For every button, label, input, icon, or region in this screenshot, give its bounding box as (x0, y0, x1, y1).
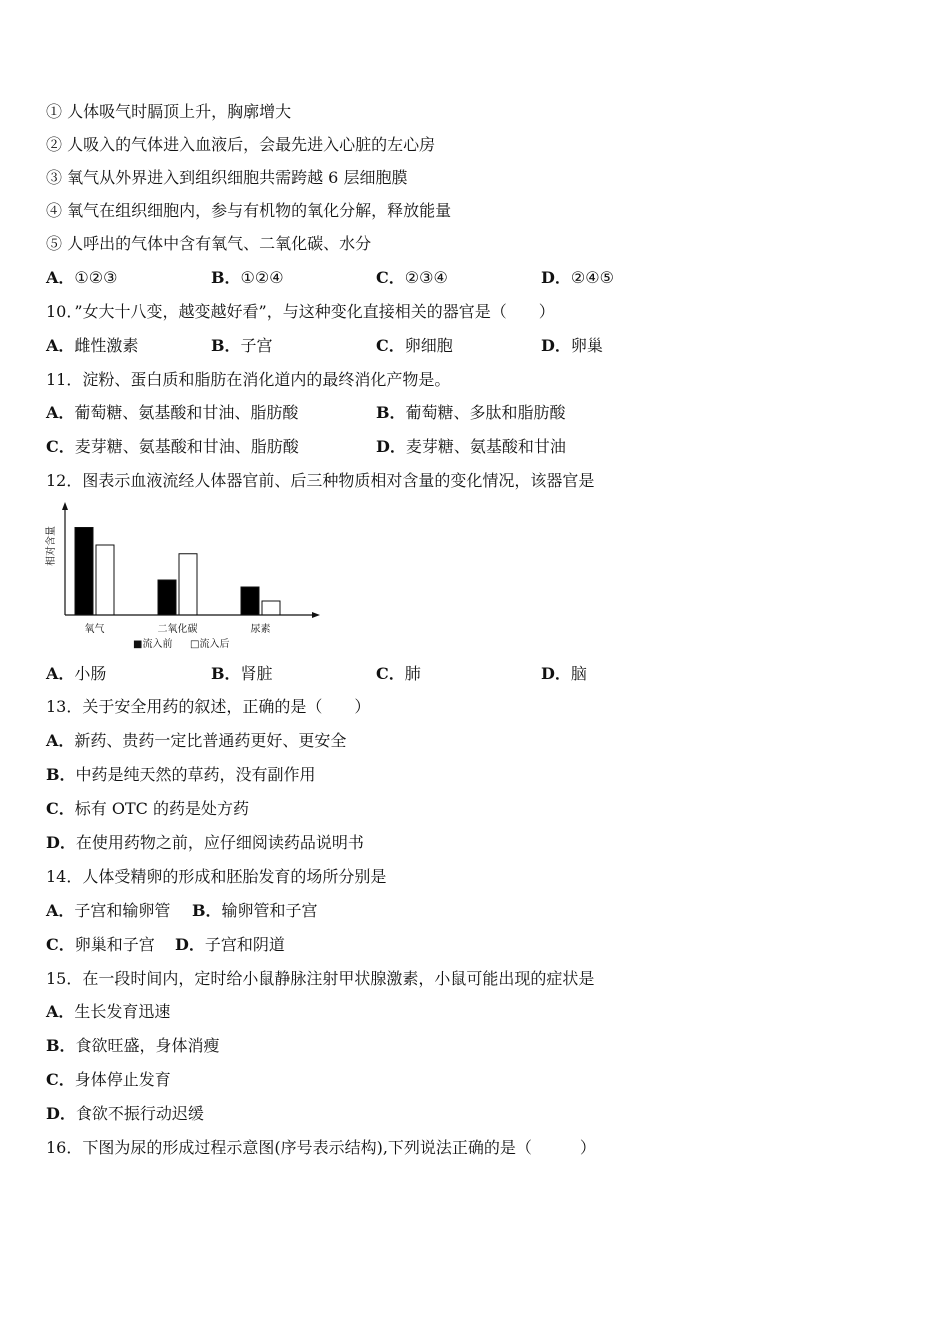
q13-option-a: A．新药、贵药一定比普通药更好、更安全 (46, 731, 347, 750)
x-axis-arrow (312, 612, 320, 618)
bar-before-0 (75, 528, 93, 616)
q13-option-d: D．在使用药物之前，应仔细阅读药品说明书 (46, 833, 364, 852)
q12-stem: 12．图表示血液流经人体器官前、后三种物质相对含量的变化情况，该器官是 (46, 471, 595, 490)
q9-statement-2: ② 人吸入的气体进入血液后，会最先进入心脏的左心房 (46, 135, 436, 154)
q11-stem: 11．淀粉、蛋白质和脂肪在消化道内的最终消化产物是。 (46, 370, 451, 389)
q14-option-c: C．卵巢和子宫 (46, 935, 155, 954)
bar-after-0 (96, 545, 114, 615)
q13-stem: 13．关于安全用药的叙述，正确的是（ ） (46, 697, 371, 716)
q9-option-d: D．②④⑤ (541, 268, 614, 287)
q11-option-d: D．麦芽糖、氨基酸和甘油 (376, 437, 566, 456)
q12-option-b: B．肾脏 (211, 664, 273, 683)
category-label-1: 二氧化碳 (157, 624, 198, 635)
q15-option-a: A．生长发育迅速 (46, 1002, 171, 1021)
category-label-2: 尿素 (250, 624, 271, 635)
q15-option-c: C．身体停止发育 (46, 1070, 171, 1089)
q9-statement-5: ⑤ 人呼出的气体中含有氧气、二氧化碳、水分 (46, 234, 372, 253)
q9-statement-4: ④ 氧气在组织细胞内，参与有机物的氧化分解，释放能量 (46, 201, 452, 220)
q15-stem: 15．在一段时间内，定时给小鼠静脉注射甲状腺激素，小鼠可能出现的症状是 (46, 969, 595, 988)
q10-stem: 10．”女大十八变，越变越好看”，与这种变化直接相关的器官是（ ） (46, 302, 555, 321)
q13-option-c: C．标有 OTC 的药是处方药 (46, 799, 249, 818)
q10-option-d: D．卵巢 (541, 336, 603, 355)
q9-statement-3: ③ 氧气从外界进入到组织细胞共需跨越 6 层细胞膜 (46, 168, 408, 187)
q14-option-d: D．子宫和阴道 (175, 935, 285, 954)
q14-option-b: B．输卵管和子宫 (192, 901, 318, 920)
q14-stem: 14．人体受精卵的形成和胚胎发育的场所分别是 (46, 867, 387, 886)
q13-option-b: B．中药是纯天然的草药，没有副作用 (46, 765, 316, 784)
y-axis-arrow (62, 502, 68, 510)
q9-option-b: B．①②④ (211, 268, 284, 287)
bar-before-2 (241, 587, 259, 615)
q11-option-c: C．麦芽糖、氨基酸和甘油、脂肪酸 (46, 437, 299, 456)
category-label-0: 氧气 (84, 624, 105, 635)
q9-statement-1: ① 人体吸气时膈顶上升，胸廓增大 (46, 102, 292, 121)
q11-option-b: B．葡萄糖、多肽和脂肪酸 (376, 403, 566, 422)
q9-option-a: A．①②③ (46, 268, 118, 287)
q10-option-a: A．雌性激素 (46, 336, 139, 355)
chart-ylabel: 相对含量 (46, 526, 57, 566)
q15-option-d: D．食欲不振行动迟缓 (46, 1104, 204, 1123)
q10-option-c: C．卵细胞 (376, 336, 453, 355)
q11-option-a: A．葡萄糖、氨基酸和甘油、脂肪酸 (46, 403, 299, 422)
q12-bar-chart (40, 500, 330, 660)
bar-before-1 (158, 580, 176, 615)
q10-option-b: B．子宫 (211, 336, 273, 355)
q14-option-a: A．子宫和输卵管 (46, 901, 171, 920)
bar-after-1 (179, 554, 197, 615)
q9-option-c: C．②③④ (376, 268, 448, 287)
legend-after: □流入后 (190, 639, 230, 650)
q15-option-b: B．食欲旺盛，身体消瘦 (46, 1036, 220, 1055)
legend-before: ■流入前 (133, 639, 173, 650)
q12-option-c: C．肺 (376, 664, 421, 683)
q16-stem: 16．下图为尿的形成过程示意图(序号表示结构),下列说法正确的是（ ） (46, 1138, 596, 1157)
q12-option-a: A．小肠 (46, 664, 107, 683)
q12-option-d: D．脑 (541, 664, 587, 683)
bar-after-2 (262, 601, 280, 615)
